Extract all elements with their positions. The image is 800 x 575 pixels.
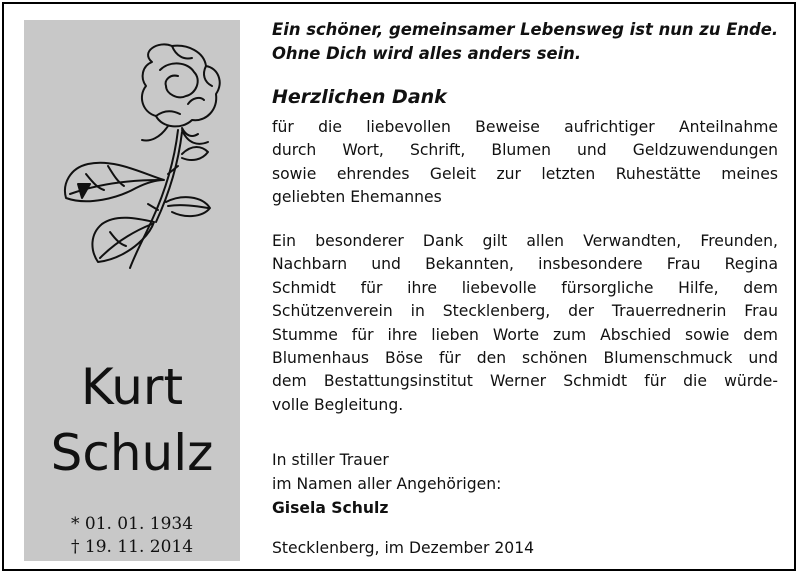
rose-icon — [32, 34, 232, 274]
paragraph-line: sowie ehrendes Geleit zur letzten Ruhestätte meines — [272, 164, 778, 183]
death-date: † 19. 11. 2014 — [70, 537, 194, 557]
closing-line-2: im Namen aller Angehörigen: — [272, 475, 502, 493]
paragraph-line: Schmidt für ihre liebevolle fürsorgliche Hilfe, dem — [272, 278, 778, 297]
life-dates — [24, 513, 240, 559]
thanks-heading: Herzlichen Dank — [272, 86, 447, 108]
paragraph-line: für die liebevollen Beweise aufrichtiger Anteilnahme — [272, 118, 778, 136]
signature: Gisela Schulz — [272, 499, 389, 517]
closing-line-1: In stiller Trauer — [272, 451, 389, 469]
motto-line-1: Ein schöner, gemeinsamer Lebensweg ist nun zu Ende. — [272, 20, 779, 39]
paragraph-line: Stumme für ihre lieben Worte zum Abschied sowie dem — [272, 325, 778, 344]
paragraph-line: volle Begleitung. — [272, 395, 404, 414]
paragraph-line: Ein besonderer Dank gilt allen Verwandten, Freunden, — [272, 232, 778, 250]
birth-date: * 01. 01. 1934 — [70, 514, 194, 534]
notice-text — [272, 18, 779, 557]
memorial-panel — [24, 20, 240, 561]
thanks-paragraph-2 — [272, 230, 778, 417]
deceased-last-name: Schulz — [50, 424, 214, 482]
paragraph-line: dem Bestattungsinstitut Werner Schmidt für die würde- — [272, 372, 778, 391]
paragraph-line: geliebten Ehemannes — [272, 188, 442, 207]
paragraph-line: durch Wort, Schrift, Blumen und Geldzuwendungen — [272, 141, 778, 160]
place-date: Stecklenberg, im Dezember 2014 — [272, 539, 535, 557]
paragraph-line: Nachbarn und Bekannten, insbesondere Frau Regina — [272, 255, 778, 274]
paragraph-line: Schützenverein in Stecklenberg, der Trauerrednerin Frau — [272, 302, 778, 321]
paragraph-line: Blumenhaus Böse für den schönen Blumenschmuck und — [272, 349, 778, 368]
closing-block — [272, 448, 501, 520]
motto-line-2: Ohne Dich wird alles anders sein. — [272, 44, 582, 63]
deceased-first-name: Kurt — [80, 358, 184, 416]
thanks-paragraph-1 — [272, 116, 778, 210]
